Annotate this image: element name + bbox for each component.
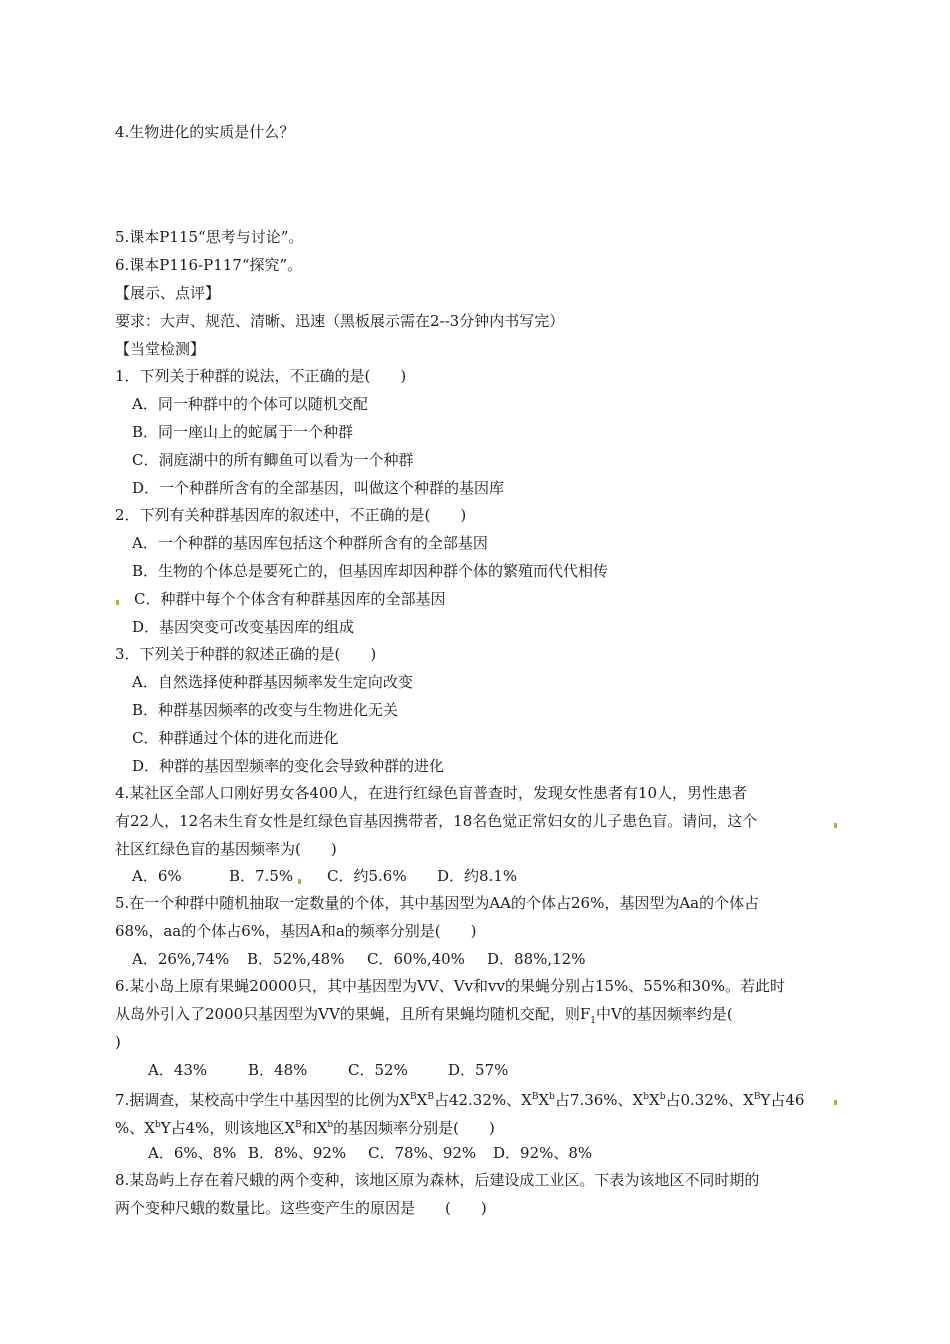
test-2-option-a: A．一个种群的基因库包括这个种群所含有的全部基因 (132, 534, 488, 552)
test-3-option-d: D．种群的基因型频率的变化会导致种群的进化 (132, 757, 445, 775)
test-6-option-d: D．57% (448, 1061, 509, 1079)
scan-mark (116, 600, 119, 605)
t7-x: X (632, 1091, 644, 1109)
test-7-option-d: D．92%、8% (493, 1144, 593, 1162)
t7-sup: B (531, 1092, 539, 1102)
t7-sup: B (295, 1120, 302, 1130)
t7-text-g: 和X (301, 1119, 328, 1137)
test-3-option-c: C．种群通过个体的进化而进化 (132, 729, 339, 747)
test-5-line-1: 5.在一个种群中随机抽取一定数量的个体，其中基因型为AA的个体占26%，基因型为Aa的个体占 (115, 894, 760, 912)
test-4-option-a: A．6% (132, 867, 182, 885)
test-1-stem: 1．下列关于种群的说法，不正确的是( ) (115, 367, 407, 385)
t7-text-d: 占46 (770, 1091, 805, 1109)
t7-y: Y (760, 1091, 771, 1109)
question-5: 5.课本P115“思考与讨论”。 (115, 228, 304, 246)
test-2-stem: 2．下列有关种群基因库的叙述中，不正确的是( ) (115, 506, 467, 524)
t7-sup: b (643, 1092, 650, 1102)
t7-x: X (521, 1091, 532, 1109)
test-6-option-a: A．43% (148, 1061, 208, 1079)
scan-mark (298, 879, 301, 884)
t7-sup: b (549, 1092, 555, 1102)
test-7-option-b: B．8%、92% (248, 1144, 347, 1162)
t7-y: Y (160, 1119, 171, 1137)
test-2-option-c: C．种群中每个个体含有种群基因库的全部基因 (134, 590, 446, 608)
test-8-line-1: 8.某岛屿上存在着尺蛾的两个变种，该地区原为森林，后建设成工业区。下表为该地区不同时期的 (115, 1171, 760, 1189)
test-6-line-1: 6.某小岛上原有果蝇20000只，其中基因型为VV、Vv和vv的果蝇分别占15%、55%和30%。若此时 (115, 977, 785, 995)
t7-x: X (416, 1091, 428, 1109)
test-3-option-a: A．自然选择使种群基因频率发生定向改变 (132, 673, 413, 691)
test-4-option-c: C．约5.6% (327, 867, 407, 885)
test-4-line-1: 4.某社区全部人口刚好男女各400人，在进行红绿色盲普查时，发现女性患者有10人，男性患者 (115, 784, 748, 802)
t7-x: X (538, 1091, 550, 1109)
question-6: 6.课本P116-P117“探究”。 (115, 256, 303, 274)
test-7-line-1 (115, 1087, 804, 1110)
scan-mark (834, 823, 837, 828)
test-5-option-b: B．52%,48% (247, 950, 345, 968)
t7-text-f: 占4%，则该地区X (170, 1119, 296, 1137)
requirement-text: 要求：大声、规范、清晰、迅速（黑板展示需在2--3分钟内书写完） (115, 312, 565, 330)
test-7-option-a: A．6%、8% (148, 1144, 237, 1162)
t7-text-e: %、X (115, 1119, 155, 1137)
test-1-option-d: D．一个种群所含有的全部基因，叫做这个种群的基因库 (132, 479, 505, 497)
test-3-stem: 3．下列关于种群的叙述正确的是( ) (115, 645, 377, 663)
test-5-option-a: A．26%,74% (132, 950, 230, 968)
t7-sup: B (753, 1092, 761, 1102)
test-4-option-d: D．约8.1% (437, 867, 518, 885)
test-3-option-b: B．种群基因频率的改变与生物进化无关 (132, 701, 399, 719)
t7-sup: B (410, 1092, 417, 1102)
test-2-option-d: D．基因突变可改变基因库的组成 (132, 618, 355, 636)
section-heading-test: 【当堂检测】 (115, 340, 206, 358)
t7-text-b: 占7.36%、 (554, 1091, 633, 1109)
test-6-option-b: B．48% (248, 1061, 308, 1079)
test-1-option-c: C．洞庭湖中的所有鲫鱼可以看为一个种群 (132, 451, 414, 469)
test-5-option-c: C．60%,40% (367, 950, 465, 968)
test-7-line-2 (115, 1115, 495, 1138)
test-6-line-2-tail: 中V的基因频率约是( (595, 1005, 733, 1023)
test-4-line-3: 社区红绿色盲的基因频率为( ) (115, 840, 337, 858)
test-5-option-d: D．88%,12% (487, 950, 586, 968)
test-2-option-b: B．生物的个体总是要死亡的，但基因库却因种群个体的繁殖而代代相传 (132, 562, 609, 580)
test-6-line-3: ) (115, 1033, 121, 1051)
test-5-line-2: 68%，aa的个体占6%，基因A和a的频率分别是( ) (115, 922, 477, 940)
section-heading-show: 【展示、点评】 (115, 284, 221, 302)
test-6-option-c: C．52% (348, 1061, 408, 1079)
t7-x: X (649, 1091, 660, 1109)
t7-text-c: 占0.32%、 (665, 1091, 744, 1109)
test-8-line-2: 两个变种尺蛾的数量比。这些变产生的原因是 ( ) (115, 1199, 487, 1217)
t7-x: X (743, 1091, 754, 1109)
t7-sup: b (154, 1120, 161, 1130)
test-7-option-c: C．78%、92% (368, 1144, 477, 1162)
test-4-option-b: B．7.5% (229, 867, 294, 885)
test-6-line-2 (115, 1004, 733, 1031)
test-1-option-a: A．同一种群中的个体可以随机交配 (132, 395, 368, 413)
t7-sup: b (327, 1120, 334, 1130)
t7-sup: B (427, 1092, 434, 1102)
test-6-line-2-text: 从岛外引入了2000只基因型为VV的果蝇，且所有果蝇均随机交配，则F (115, 1005, 591, 1023)
test-4-line-2: 有22人，12名未生育女性是红绿色盲基因携带者，18名色觉正常妇女的儿子患色盲。请问，这个 (115, 812, 758, 830)
test-6-subscript: 1 (590, 1016, 596, 1026)
scan-mark (834, 1100, 837, 1105)
question-4: 4.生物进化的实质是什么？ (115, 123, 295, 141)
test-1-option-b: B．同一座山上的蛇属于一个种群 (132, 423, 354, 441)
t7-text-a: 占42.32%、 (433, 1091, 522, 1109)
t7-sup: b (659, 1092, 666, 1102)
t7-text-h: 的基因频率分别是( ) (333, 1119, 495, 1137)
t7-text-1: 7.据调查，某校高中学生中基因型的比例为X (115, 1091, 410, 1109)
